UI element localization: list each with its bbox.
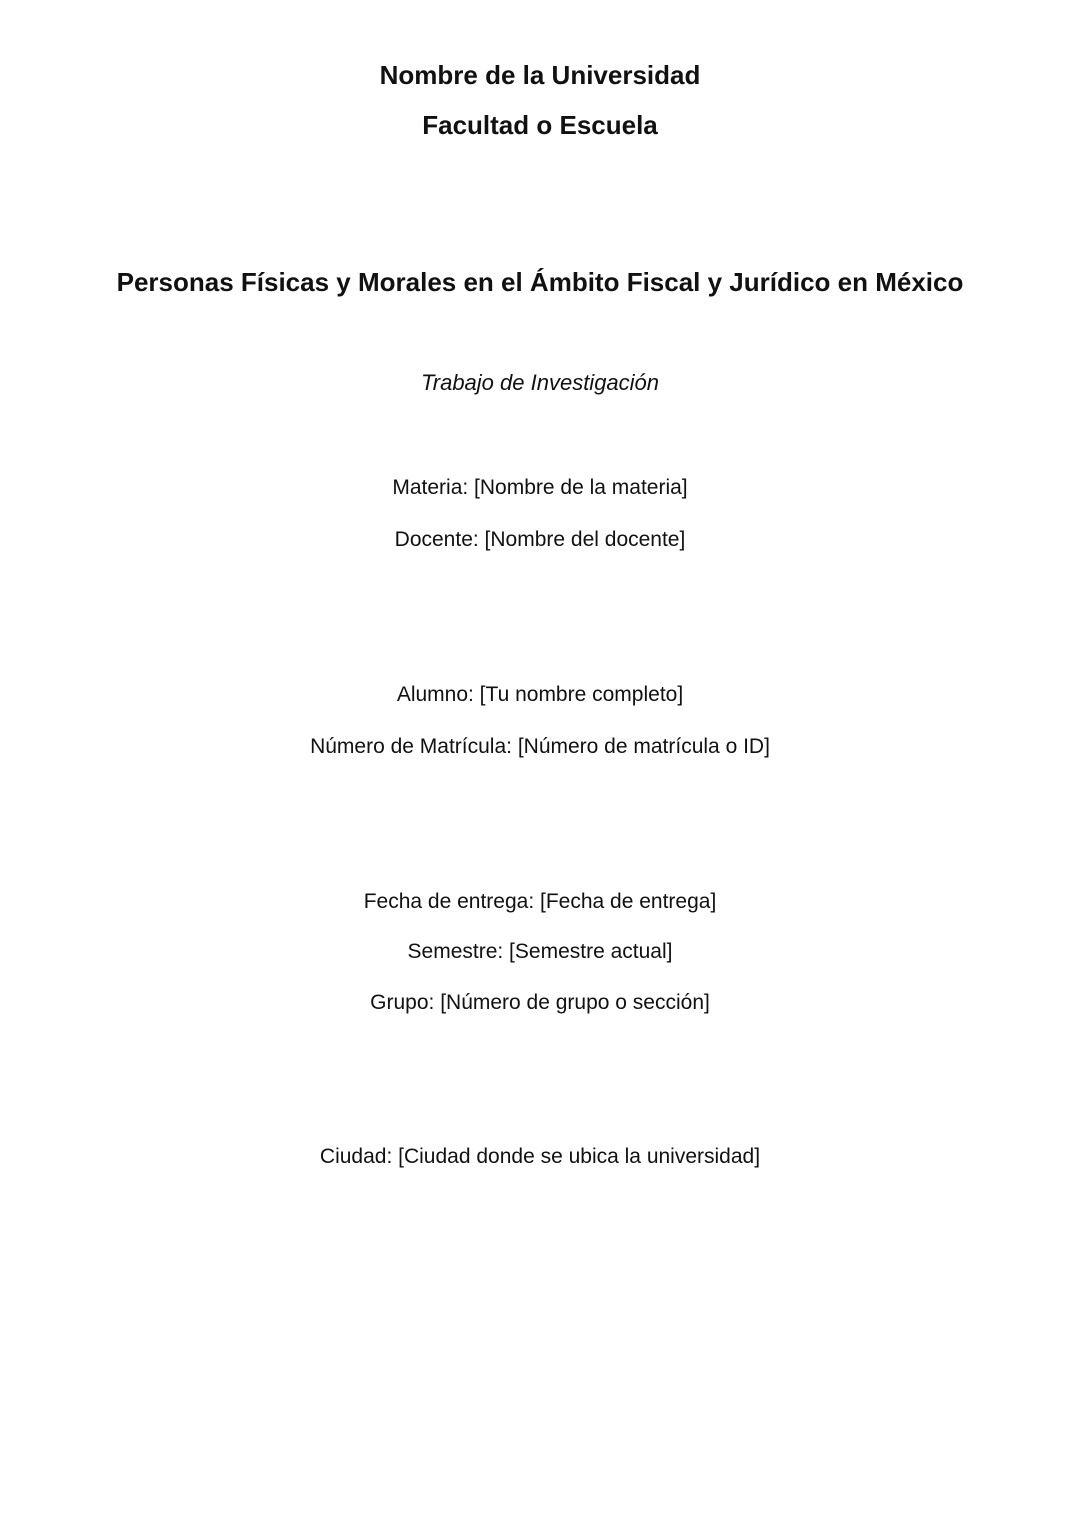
university-name: Nombre de la Universidad [379,60,701,90]
semester-line: Semestre: [Semestre actual] [407,940,673,963]
document-subtitle: Trabajo de Investigación [420,370,660,395]
document-title: Personas Físicas y Morales en el Ámbito Fiscal y Jurídico en México [116,267,964,297]
faculty-name: Facultad o Escuela [422,110,658,140]
course-line: Materia: [Nombre de la materia] [392,476,688,499]
due-date-line: Fecha de entrega: [Fecha de entrega] [363,890,717,913]
student-id-line: Número de Matrícula: [Número de matrícula o ID] [310,735,770,758]
city-line: Ciudad: [Ciudad donde se ubica la universidad] [319,1145,761,1168]
group-line: Grupo: [Número de grupo o sección] [370,991,710,1014]
teacher-line: Docente: [Nombre del docente] [394,528,686,551]
student-name-line: Alumno: [Tu nombre completo] [396,683,684,706]
